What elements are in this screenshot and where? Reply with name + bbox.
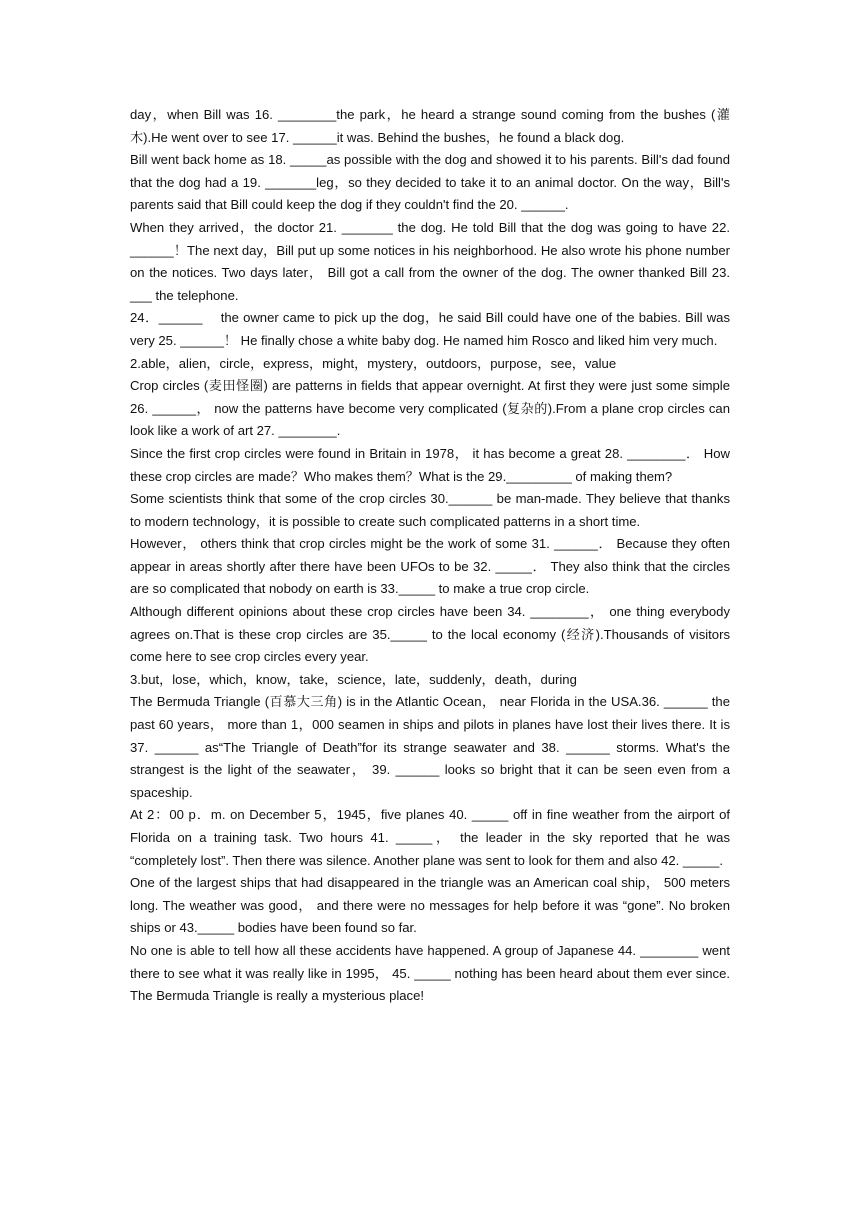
paragraph: No one is able to tell how all these accidents have happened. A group of Japanese 44. ________ went there to see what it was really like in 1995， 45. _____ nothing has been heard about them ever since. The Bermuda Triangle is really a mysterious place! xyxy=(130,942,730,1004)
paragraph: Bill went back home as 18. _____as possible with the dog and showed it to his parents. Bill's dad found that the dog had a 19. _______leg，so they decided to take it to an animal doctor. On the way，Bill's parents said that Bill could keep the dog if they couldn't find the 20. ______. xyxy=(130,152,730,213)
word-bank-3: 3.but，lose，which，know，take，science，late，suddenly，death，during xyxy=(130,671,577,687)
word-bank-2: 2.able，alien，circle，express，might，mystery，outdoors，purpose，see，value xyxy=(130,355,617,371)
document-page xyxy=(130,104,730,1008)
paragraph: One of the largest ships that had disappeared in the triangle was an American coal ship， 500 meters long. The weather was good， and there were no messages for help before it was “gone”. No broken ships or 43._____ bodies have been found so far. xyxy=(130,875,730,936)
paragraph: However， others think that crop circles might be the work of some 31. ______． Because they often appear in areas shortly after there have been UFOs to be 32. _____． They also think that the circles are so complicated that nobody on earth is 33._____ to make a true crop circle. xyxy=(130,536,730,597)
paragraph: 24．______ the owner came to pick up the dog，he said Bill could have one of the babies. Bill was very 25. ______！ He finally chose a white baby dog. He named him Rosco and liked him very much. xyxy=(130,310,730,348)
paragraph: Crop circles (麦田怪圈) are patterns in fields that appear overnight. At first they were just some simple 26. ______， now the patterns have become very complicated (复杂的).From a plane crop circles can look like a work of art 27. ________. xyxy=(130,378,730,439)
paragraph: At 2：00 p．m. on December 5，1945，five planes 40. _____ off in fine weather from the airport of Florida on a training task. Two hours 41. _____， the leader in the sky reported that he was “completely lost”. Then there was silence. Another plane was sent to look for them and also 42. _____. xyxy=(130,807,730,868)
paragraph: Although different opinions about these crop circles have been 34. ________， one thing everybody agrees on.That is these crop circles are 35._____ to the local economy (经济).Thousands of visitors come here to see crop circles every year. xyxy=(130,604,730,665)
paragraph: day，when Bill was 16. ________the park，he heard a strange sound coming from the bushes (灌木).He went over to see 17. ______it was. Behind the bushes，he found a black dog. xyxy=(130,107,730,145)
paragraph: The Bermuda Triangle (百慕大三角) is in the Atlantic Ocean， near Florida in the USA.36. ______ the past 60 years， more than 1，000 seamen in ships and pilots in planes have lost their lives there. It is 37. ______ as“The Triangle of Death”for its strange seawater and 38. ______ storms. What's the strangest is the light of the seawater， 39. ______ looks so bright that it can be seen even from a spaceship. xyxy=(130,694,730,800)
paragraph: When they arrived，the doctor 21. _______ the dog. He told Bill that the dog was going to have 22. ______！The next day，Bill put up some notices in his neighborhood. He also wrote his phone number on the notices. Two days later， Bill got a call from the owner of the dog. The owner thanked Bill 23. ___ the telephone. xyxy=(130,219,730,303)
paragraph: Since the first crop circles were found in Britain in 1978， it has become a great 28. ________． How these crop circles are made？Who makes them？What is the 29._________ of making them? xyxy=(130,445,730,484)
paragraph: Some scientists think that some of the crop circles 30.______ be man-made. They believe that thanks to modern technology，it is possible to create such complicated patterns in a short time. xyxy=(130,491,730,529)
